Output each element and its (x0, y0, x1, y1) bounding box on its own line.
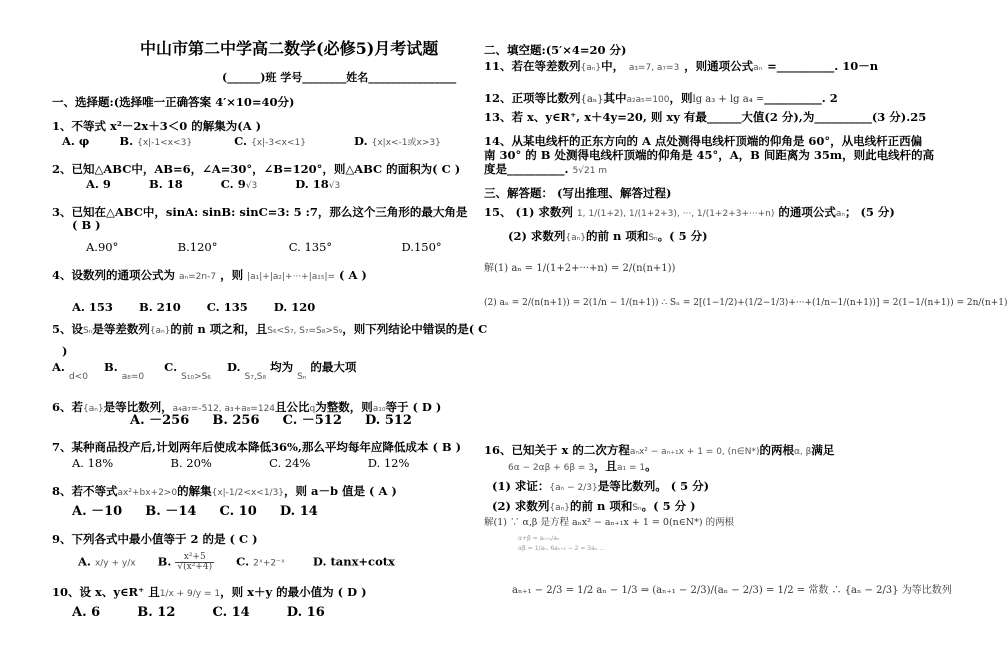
q12-pre: 12、正项等比数列 (484, 91, 581, 105)
q10-option-a: A. 6 (72, 605, 101, 620)
q13: 13、若 x、y∈R⁺, x＋4y=20, 则 xy 有最______大值(2 分),为__________(3 分).25 (484, 110, 927, 124)
q7-stem: 7、某种商品投产后,计划两年后使成本降低36%,那么平均每年应降低成本 ( B ) (52, 440, 462, 454)
q6-stem-answer: 等于 ( D ) (385, 400, 442, 414)
q3-option-d: D.150° (401, 240, 442, 254)
q5-option-d: D. (226, 360, 241, 374)
q14-answer: 5√21 m (572, 166, 608, 176)
q11-formula-an: aₙ (753, 63, 763, 73)
q16-part1-formula: {aₙ − 2/3} (549, 483, 598, 493)
q15-part1-pre: 15、 (1) 求数列 (484, 205, 573, 219)
q9-option-a: A. (78, 554, 91, 569)
q6-option-a: A. －256 (130, 413, 190, 428)
q14-line1: 14、从某电线杆的正东方向的 A 点处测得电线杆顶端的仰角是 60°，从电线杆正西偏 (484, 134, 923, 148)
q16-formula-equation: aₙx² − aₙ₊₁x + 1 = 0, (n∈N*) (629, 447, 760, 457)
q16-line1 (484, 443, 834, 459)
q15-part2-formula-seq: {aₙ} (565, 233, 586, 243)
q1-option-b: B. (119, 134, 134, 148)
q2-option-d-root: √3 (328, 181, 341, 191)
q1-option-d-formula: {x|x<-1或x>3} (371, 138, 441, 148)
section-1-heading: 一、选择题:(选择唯一正确答案 4′×10=40分) (52, 95, 295, 109)
q1-option-d: D. (354, 134, 368, 148)
q5-stem (52, 322, 487, 338)
q12 (484, 91, 838, 107)
q6-stem-mid2: 且公比 (275, 400, 310, 414)
q2-option-c-root: √3 (245, 181, 258, 191)
q5-formula-seq: {aₙ} (149, 326, 171, 336)
q8-option-c: C. 10 (219, 504, 257, 519)
q10-option-c: C. 14 (212, 605, 250, 620)
q16-part2 (492, 499, 696, 515)
q9-option-c-formula: 2ˣ+2⁻ˣ (253, 558, 285, 569)
q16-part2-pre: (2) 求数列 (492, 499, 550, 513)
q9-option-b-denominator: √(x²+4) (177, 562, 213, 572)
q15-part2-mid: 的前 n 项和 (585, 229, 649, 243)
q5-option-c-formula: S₁₀>S₆ (181, 372, 211, 382)
q1-option-c-formula: {x|-3<x<1} (251, 138, 306, 148)
q2-option-c: C. 9 (220, 177, 246, 191)
q16-line2-mid: ，且 (594, 459, 618, 473)
q12-formula-condition: a₂a₅=100 (626, 95, 670, 105)
q2-options (86, 177, 340, 193)
q16-line1-pre: 16、已知关于 x 的二次方程 (484, 443, 630, 457)
q8-option-b: B. －14 (145, 504, 197, 519)
q5-stem-mid: 是等差数列 (92, 322, 150, 336)
q16-solution-2: aₙ₊₁ − 2/3 = 1/2 aₙ − 1/3 ⇒ (aₙ₊₁ − 2/3)/(aₙ − 2/3) = 1/2 = 常数 ∴ {aₙ − 2/3} 为等比数列 (512, 585, 952, 596)
q4-stem (52, 268, 367, 284)
q4-option-a: A. 153 (72, 300, 113, 314)
q6-options (130, 414, 412, 428)
q5-formula-sn: Sₙ (83, 326, 93, 336)
q5-stem-answer: ，则下列结论中错误的是( C (342, 322, 488, 336)
q15-part2-pre: (2) 求数列 (508, 229, 566, 243)
q2-option-a: A. 9 (86, 177, 111, 191)
q6-formula-seq: {aₙ} (83, 404, 104, 414)
q5-option-d-formula: S₇,S₈ (244, 372, 267, 382)
q11-formula-seq: {aₙ} (580, 63, 602, 73)
q5-option-d-text2: 的最大项 (310, 360, 357, 374)
q9-option-b: B. (157, 554, 172, 569)
q16-line1-end: 满足 (811, 443, 835, 457)
q12-formula-lg: lg a₃ + lg a₄ = (692, 94, 765, 105)
q15-solution-2: (2) aₙ = 2/(n(n+1)) = 2(1/n − 1/(n+1)) ∴ Sₙ = 2[(1−1/2)+(1/2−1/3)+···+(1/n−1/(n+1))] = 2(1−1/(n+1)) = 2n/(n+1) (484, 298, 1008, 308)
q10-stem (52, 585, 367, 601)
q9-option-a-formula: x/y + y/x (94, 558, 136, 569)
q15-part2-score: 。( 5 分) (657, 229, 708, 243)
q15-part1-score: ； (5 分) (844, 205, 895, 219)
q12-post: ，则 (669, 91, 693, 105)
q1-options (62, 134, 441, 150)
q4-formula-sum: |a₁|+|a₂|+···+|a₁₅|= (247, 272, 336, 282)
q9-options (78, 553, 395, 572)
q6-formula-q: q (309, 404, 316, 414)
q11-answer: =__________. 10－n (767, 59, 879, 73)
q12-answer: __________. 2 (764, 91, 838, 105)
student-info: (______)班 学号________姓名________________ (222, 71, 457, 84)
q3-options (86, 240, 442, 254)
page-title: 中山市第二中学高二数学(必修5)月考试题 (140, 39, 439, 58)
q1-option-b-formula: {x|-1<x<3} (137, 138, 193, 148)
q2-option-d: D. 18 (295, 177, 329, 191)
q16-solution-small-1: α+β = aₙ₊₁/aₙ (518, 535, 560, 542)
q5-stem-pre: 5、设 (52, 322, 84, 336)
q4-stem-pre: 4、设数列的通项公式为 (52, 268, 176, 282)
q3-option-b: B.120° (177, 240, 218, 254)
q10-stem-answer: ，则 x＋y 的最小值为 ( D ) (220, 585, 367, 599)
q3-option-c: C. 135° (288, 240, 333, 254)
q9-stem: 9、下列各式中最小值等于 2 的是 ( C ) (52, 532, 258, 546)
q6-stem-mid: 是等比数列， (103, 400, 173, 414)
q10-stem-pre: 10、设 x、y∈R⁺ 且 (52, 585, 160, 599)
q14-line2: 南 30° 的 B 处测得电线杆顶端的仰角是 45°，A，B 间距离为 35m，则此电线杆的高 (484, 148, 935, 162)
q16-solution-1: 解(1) ∵ α,β 是方程 aₙx² − aₙ₊₁x + 1 = 0(n∈N*) 的两根 (484, 517, 735, 528)
q10-option-b: B. 12 (137, 605, 176, 620)
q11-formula-condition: a₃=7, a₇=3 (628, 63, 680, 73)
q4-stem-answer: ( A ) (339, 268, 367, 282)
section-3-heading: 三、解答题： (写出推理、解答过程) (484, 186, 672, 200)
q5-option-a: A. (52, 360, 65, 374)
q15-part1-formula-an: aₙ (835, 209, 845, 219)
q16-part2-post: 。( 5 分 ) (641, 499, 696, 513)
q1-option-c: C. (234, 134, 248, 148)
q6-option-b: B. 256 (212, 413, 260, 428)
q3-option-a: A.90° (86, 240, 119, 254)
q7-options (72, 456, 409, 470)
q16-line1-post: 的两根 (759, 443, 794, 457)
q16-line2 (508, 459, 657, 475)
q16-formula-condition: 6α − 2αβ + 6β = 3 (508, 463, 595, 473)
q1-stem: 1、不等式 x²－2x＋3＜0 的解集为(A ) (52, 119, 262, 133)
q16-part2-mid: 的前 n 项和 (569, 499, 633, 513)
q6-option-d: D. 512 (364, 413, 412, 428)
q5-formula-condition: S₆<S₇, S₇=S₈>S₉ (267, 326, 343, 336)
q12-formula-seq: {aₙ} (580, 94, 604, 105)
q8-formula-inequality: ax²+bx+2>0 (117, 488, 178, 498)
q5-option-c: C. (164, 360, 178, 374)
q4-option-b: B. 210 (138, 300, 181, 314)
q5-stem-close: ) (62, 344, 68, 358)
q16-part1 (492, 479, 709, 495)
q8-option-d: D. 14 (279, 504, 318, 519)
q9-option-b-fraction (175, 553, 214, 572)
q2-stem (52, 162, 460, 176)
q15-part1-formula-sequence: 1, 1/(1+2), 1/(1+2+3), ···, 1/(1+2+3+···+n) (576, 209, 775, 219)
q5-option-d-formula2: Sₙ (297, 372, 307, 382)
q10-formula-condition: 1/x + 9/y = 1 (159, 589, 221, 599)
q15-part1 (484, 205, 895, 221)
q7-option-b: B. 20% (170, 456, 212, 470)
q8-stem-answer: ，则 a－b 值是 ( A ) (284, 484, 397, 498)
q10-option-d: D. 16 (286, 605, 325, 620)
q4-option-c: C. 135 (206, 300, 248, 314)
q6-option-c: C. －512 (282, 413, 342, 428)
q4-formula-general-term: aₙ=2n-7 (179, 272, 217, 282)
q5-option-d-text: 均为 (270, 360, 294, 374)
q4-options (72, 300, 315, 314)
q14-line3 (484, 162, 607, 178)
q15-part2-formula-sn: Sₙ (648, 233, 658, 243)
q9-option-c: C. (236, 554, 250, 569)
q2-stem-text: 2、已知△ABC中，AB=6，∠A=30°，∠B=120°，则△ABC 的面积为( C ) (52, 162, 461, 176)
q3-stem-answer: ( B ) (72, 218, 101, 232)
q6-stem-pre: 6、若 (52, 400, 84, 414)
q5-option-b: B. (103, 360, 118, 374)
q16-part1-post: 是等比数列。 ( 5 分) (597, 479, 710, 493)
q4-option-d: D. 120 (273, 300, 316, 314)
q14-blank: 度是__________. (484, 162, 569, 176)
q8-options (72, 505, 318, 519)
q16-part2-formula-seq: {aₙ} (549, 503, 570, 513)
q16-solution-small-2: αβ = 1/aₙ, 6aₙ₊₁ − 2 = 3aₙ ... (518, 545, 605, 552)
q7-option-d: D. 12% (367, 456, 410, 470)
q8-stem-mid: 的解集 (177, 484, 212, 498)
q3-stem: 3、已知在△ABC中，sinA: sinB: sinC=3: 5 :7，那么这个三角形的最大角是 (52, 205, 468, 219)
q5-options (52, 360, 357, 382)
q8-stem (52, 484, 397, 500)
q8-formula-solution-set: {x|-1/2<x<1/3} (211, 488, 285, 498)
q5-option-a-formula: d<0 (68, 372, 88, 382)
q15-part1-post: 的通项公式 (778, 205, 836, 219)
q5-option-b-formula: a₈=0 (121, 372, 145, 382)
q8-stem-pre: 8、若不等式 (52, 484, 118, 498)
q12-mid: 其中 (603, 91, 627, 105)
q4-stem-mid: ，则 (220, 268, 244, 282)
q10-options (72, 606, 325, 620)
q16-line2-end: 。 (645, 459, 657, 473)
q2-option-b: B. 18 (148, 177, 183, 191)
q11 (484, 59, 878, 75)
q9-option-b-numerator: x²+5 (175, 553, 214, 563)
q7-option-c: C. 24% (269, 456, 311, 470)
q11-post: ，则通项公式 (684, 59, 754, 73)
q7-option-a: A. 18% (72, 456, 114, 470)
q11-pre: 11、若在等差数列 (484, 59, 581, 73)
q16-formula-roots: α, β (793, 447, 812, 457)
q16-part1-pre: (1) 求证： (492, 479, 550, 493)
q5-stem-mid2: 的前 n 项之和，且 (170, 322, 268, 336)
q11-mid: 中， (601, 59, 625, 73)
q16-formula-a1: a₁ = 1 (617, 463, 646, 473)
q15-part2 (508, 229, 708, 245)
q6-stem-post: 为整数，则 (315, 400, 373, 414)
q15-solution-1: 解(1) aₙ = 1/(1+2+···+n) = 2/(n(n+1)) (484, 263, 676, 274)
q6-formula-a10: a₁₀ (372, 404, 386, 414)
q16-part2-formula-sn: Sₙ (632, 503, 642, 513)
q9-option-d: D. tanx+cotx (312, 554, 395, 569)
q6-formula-condition: a₄a₇=-512, a₃+a₈=124 (172, 404, 276, 414)
section-2-heading: 二、填空题:(5′×4=20 分) (484, 43, 627, 57)
q8-option-a: A. －10 (72, 504, 123, 519)
q1-option-a: A. φ (62, 134, 90, 148)
